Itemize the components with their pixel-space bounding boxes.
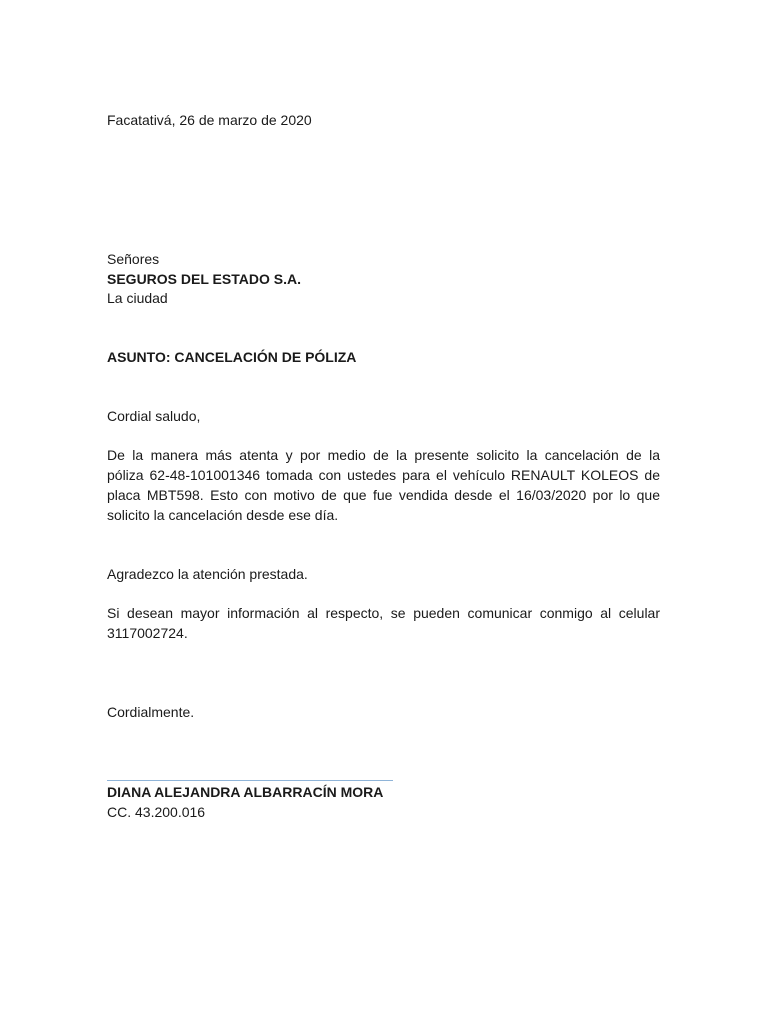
signature-id: CC. 43.200.016: [107, 804, 206, 820]
date-line: Facatativá, 26 de marzo de 2020: [107, 112, 312, 128]
contact-line: 3117002724.: [107, 625, 188, 641]
body-paragraph: [107, 445, 660, 525]
closing-line: Cordialmente.: [107, 704, 195, 720]
recipient-salutation: Señores: [107, 251, 160, 267]
signature-name: DIANA ALEJANDRA ALBARRACÍN MORA: [107, 784, 384, 800]
body-line: placa MBT598. Esto con motivo de que fue vendida desde el 16/03/2020 por lo que: [107, 487, 660, 503]
contact-paragraph: [107, 603, 660, 643]
recipient-city: La ciudad: [107, 290, 168, 306]
thanks-line: Agradezco la atención prestada.: [107, 566, 308, 582]
signature-line: [107, 780, 393, 781]
contact-line: Si desean mayor información al respecto, se pueden comunicar conmigo al celular: [107, 605, 660, 621]
recipient-company: SEGUROS DEL ESTADO S.A.: [107, 271, 301, 287]
subject-line: ASUNTO: CANCELACIÓN DE PÓLIZA: [107, 349, 357, 365]
body-line: solicito la cancelación desde ese día.: [107, 507, 339, 523]
greeting: Cordial saludo,: [107, 408, 201, 424]
body-line: De la manera más atenta y por medio de la presente solicito la cancelación de la: [107, 447, 660, 463]
body-line: póliza 62-48-101001346 tomada con ustedes para el vehículo RENAULT KOLEOS de: [107, 467, 660, 483]
